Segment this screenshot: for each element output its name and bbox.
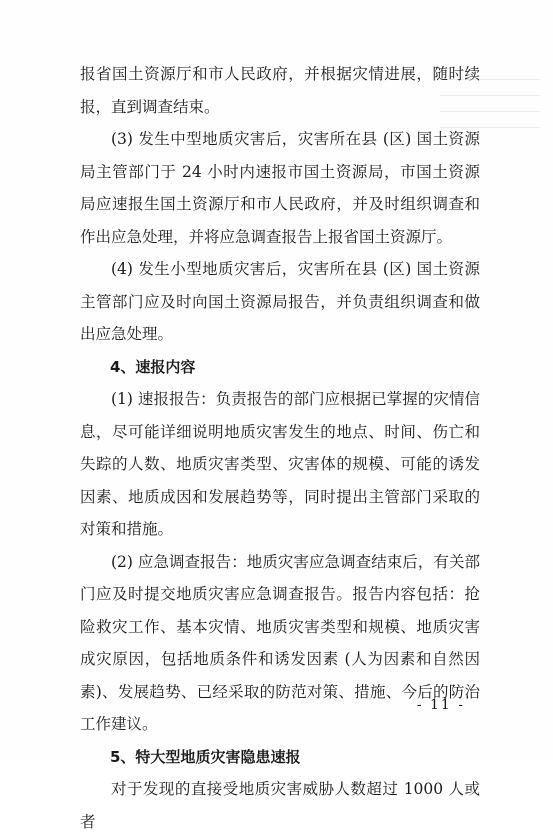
paragraph-hazard-threshold: 对于发现的直接受地质灾害威胁人数超过 1000 人或者 xyxy=(80,780,480,831)
paragraph-item-4: (4) 发生小型地质灾害后，灾害所在县 (区) 国土资源主管部门应及时向国土资源局报告，并负责组织调查和做出应急处理。 xyxy=(80,260,480,343)
section-heading-hazard-report: 5、特大型地质灾害隐患速报 xyxy=(110,747,301,766)
page-number: - 11 - xyxy=(416,697,465,713)
section-heading-report-content: 4、速报内容 xyxy=(110,357,196,376)
paragraph-item-3: (3) 发生中型地质灾害后，灾害所在县 (区) 国土资源局主管部门于 24 小时内速报市国土资源局，市国土资源局应速报生国土资源厅和市人民政府，并及时组织调查和作出应急处理，并将应急调查报告上报省国土资源厅。 xyxy=(80,130,480,246)
paragraph-emergency-report: (2) 应急调查报告：地质灾害应急调查结束后，有关部门应及时提交地质灾害应急调查报告。报告内容包括：抢险救灾工作、基本灾情、地质灾害类型和规模、地质灾害成灾原因，包括地质条件和诱发因素 (人为因素和自然因素)、发展趋势、已经采取的防范对策、措施、今后的防治工作建议。 xyxy=(80,552,480,733)
document-body xyxy=(80,58,480,838)
paragraph-continuation: 报省国土资源厅和市人民政府，并根据灾情进展，随时续报，直到调查结束。 xyxy=(80,65,480,116)
paragraph-quick-report: (1) 速报报告：负责报告的部门应根据已掌握的灾情信息，尽可能详细说明地质灾害发生的地点、时间、伤亡和失踪的人数、地质灾害类型、灾害体的规模、可能的诱发因素、地质成因和发展趋势等，同时提出主管部门采取的对策和措施。 xyxy=(80,390,480,538)
